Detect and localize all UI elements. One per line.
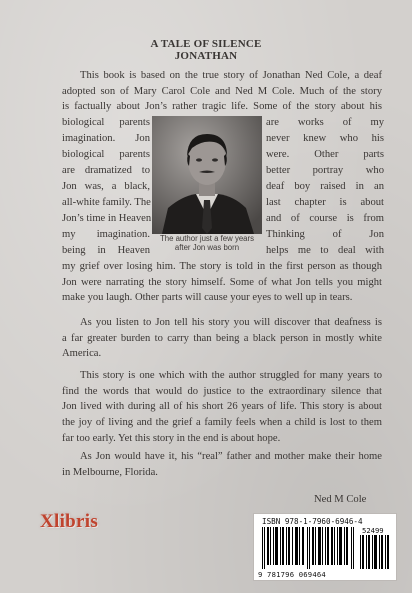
left-line: imagination. Jon [62,133,150,144]
title-line-1: A TALE OF SILENCE [150,38,262,50]
intro-paragraph [62,68,382,115]
left-line: Jon’s time in Heaven [62,213,152,224]
paragraph-home [62,449,382,480]
right-line: last chapter is about [266,197,384,208]
intro-line: adopted son of Mary Carol Cole and Ned M Cole. Much of the story [62,85,382,97]
title-line-2: JONATHAN [174,50,238,62]
author-signature: Ned M Cole [314,494,367,505]
ean-barcode-icon [262,527,356,569]
continuation-line: my grief over losing him. The story is told in the first person as though [62,261,382,272]
left-line: Jon was, a black, [62,181,150,192]
right-line: Thinking of Jon [266,229,384,240]
continuation-line: Jon were narrating the story himself. Some of what Jon tells you might [62,276,382,288]
barcode-digits: 9 781796 069464 [258,570,326,579]
paragraph-line: the joy of living and the grief a family feels when a child is lost to them [62,417,382,429]
intro-line: is factually about Jon’s rather tragic life. Some of the story about his [62,101,382,113]
paragraph-struggle [62,368,382,447]
isbn-label: ISBN 978-1-7960-6946-4 [262,517,363,526]
left-line: being in Heaven [62,245,150,256]
left-line: my imagination. [62,229,150,240]
left-line: are dramatized to [62,165,150,176]
left-line: all-white family. The [62,197,151,208]
caption-line: The author just a few years [159,234,255,243]
author-photo [152,116,262,234]
left-line: biological parents [62,149,150,160]
right-line: deaf boy raised in an [266,181,384,192]
price-barcode-icon [360,535,390,569]
paragraph-line: a far greater burden to carry than being a black person in mostly white [62,332,382,344]
paragraph-line: far too early. Yet this story in the end is about hope. [62,432,281,444]
paragraph-line: As Jon would have it, his “real” father and mother make their home [80,451,382,462]
right-line: were. Other parts [266,149,384,160]
price-addon-label: 52499 [362,526,384,535]
xlibris-logo: Xlibris [40,511,99,532]
paragraph-line: As you listen to Jon tell his story you will discover that deafness is [80,317,382,328]
isbn-barcode [253,513,397,581]
paragraph-line: This story is one which with the author struggled for many years to [80,370,382,381]
right-line: and of course is from [266,213,384,224]
continuation-paragraph [62,259,382,306]
right-line: better portray who [266,165,384,176]
right-line: helps me to deal with [266,245,384,256]
paragraph-line: Jon lived with during all of his short 26 years of life. This story is about [62,401,382,413]
paragraph-line: in Melbourne, Florida. [62,466,158,478]
wrap-text-right [266,115,384,259]
author-portrait-icon [152,116,262,234]
paragraph-line: find the words that would do justice to the extraordinary silence that [62,385,382,397]
caption-line: after Jon was born [174,243,240,252]
right-line: never knew who his [266,133,384,144]
continuation-line: make you laugh. Other parts will cause your eyes to well up in tears. [62,292,353,304]
paragraph-line: America. [62,348,102,360]
paragraph-deafness [62,315,382,362]
right-line: are works of my [266,117,384,128]
left-line: biological parents [62,117,150,128]
intro-line: This book is based on the true story of Jonathan Ned Cole, a deaf [80,70,382,81]
photo-caption [152,234,262,252]
wrap-text-left [62,115,150,259]
book-title [0,38,412,62]
